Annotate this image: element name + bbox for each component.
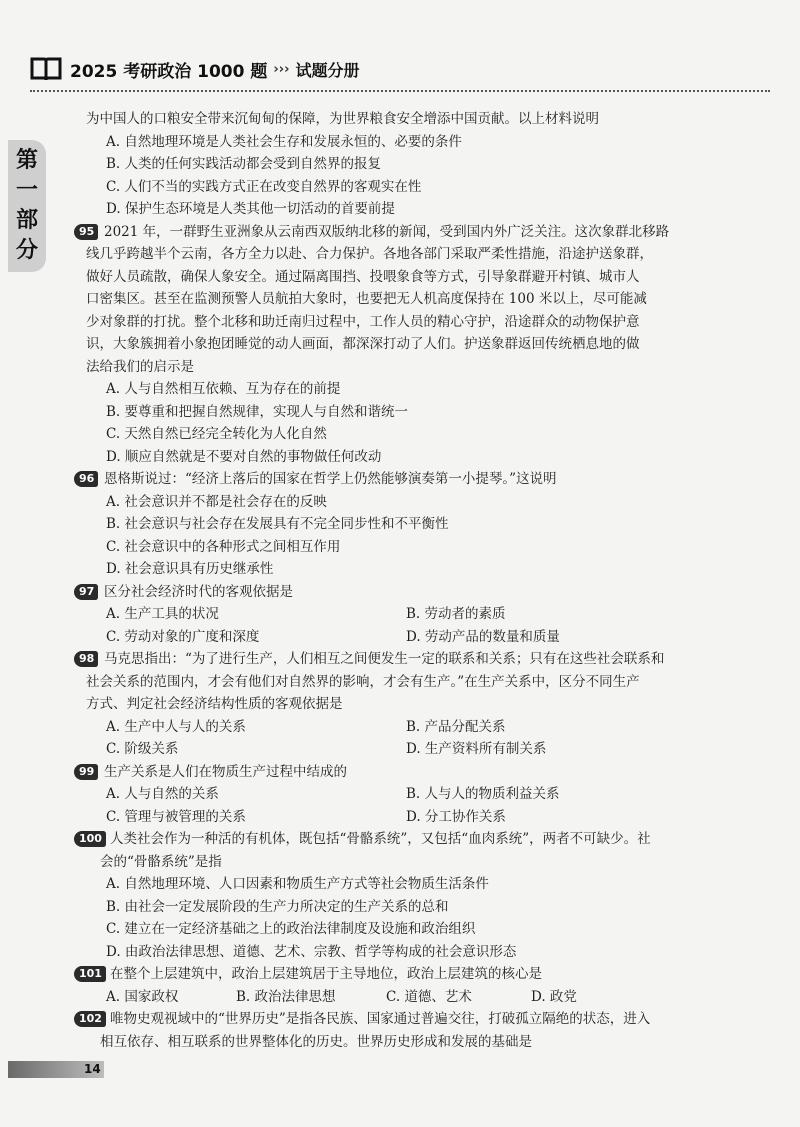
question-101 — [79, 963, 722, 1008]
header-divider — [30, 90, 770, 92]
option-c: C. 社会意识中的各种形式之间相互作用 — [106, 538, 341, 555]
option-a: A. 生产工具的状况 — [106, 606, 219, 622]
question-text: 识，大象簇拥着小象抱团睡觉的动人画面，都深深打动了人们。护送象群返回传统栖息地的做 — [86, 336, 640, 352]
question-number-badge: 100 — [74, 831, 106, 847]
question-number-badge: 98 — [74, 651, 98, 667]
option-a: A. 自然地理环境、人口因素和物质生产方式等社会物质生活条件 — [106, 876, 489, 892]
question-96 — [79, 468, 722, 581]
question-text: 会的“骨骼系统”是指 — [100, 853, 222, 870]
option-b: B. 社会意识与社会存在发展具有不完全同步性和不平衡性 — [106, 516, 449, 532]
question-102 — [79, 1008, 722, 1053]
question-text: 方式、判定社会经济结构性质的客观依据是 — [86, 696, 343, 712]
question-text: 口密集区。甚至在监测预警人员航拍大象时，也要把无人机高度保持在 100 米以上，尽可能减 — [86, 291, 647, 307]
question-text: 线几乎跨越半个云南，各方全力以赴、合力保护。各地各部门采取严柔性措施，沿途护送象群， — [86, 246, 653, 262]
option-a: A. 人与自然相互依赖、互为存在的前提 — [106, 381, 341, 397]
question-95 — [79, 221, 722, 469]
question-text: 少对象群的打扰。整个北移和助迁南归过程中，工作人员的精心守护，沿途群众的动物保护意 — [86, 313, 640, 330]
option-b: B. 由社会一定发展阶段的生产力所决定的生产关系的总和 — [106, 898, 449, 915]
option-b: B. 劳动者的素质 — [406, 606, 506, 622]
question-text: 在整个上层建筑中，政治上层建筑居于主导地位，政治上层建筑的核心是 — [110, 966, 542, 982]
option-d: D. 保护生态环境是人类其他一切活动的首要前提 — [106, 201, 395, 217]
option-b: B. 人与人的物质利益关系 — [406, 786, 560, 802]
page-number: 14 — [84, 1062, 101, 1076]
question-text: 人类社会作为一种活的有机体，既包括“骨骼系统”，又包括“血肉系统”，两者不可缺少。社 — [110, 831, 651, 847]
question-number-badge: 102 — [74, 1011, 106, 1027]
option-c: C. 阶级关系 — [106, 741, 179, 757]
option-a: A. 生产中人与人的关系 — [106, 718, 246, 735]
question-text: 生产关系是人们在物质生产过程中结成的 — [104, 763, 347, 780]
question-text: 做好人员疏散，确保人象安全。通过隔离围挡、投喂象食等方式，引导象群避开村镇、城市人 — [86, 268, 640, 285]
option-d: D. 社会意识具有历史继承性 — [106, 561, 274, 577]
option-c: C. 天然自然已经完全转化为人化自然 — [106, 426, 327, 442]
book-title: 2025 考研政治 1000 题 — [70, 61, 268, 82]
option-a: A. 国家政权 — [106, 988, 179, 1005]
option-d: D. 由政治法律思想、道德、艺术、宗教、哲学等构成的社会意识形态 — [106, 943, 517, 960]
option-d: D. 顺应自然就是不要对自然的事物做任何改动 — [106, 448, 382, 465]
question-text: 社会关系的范围内，才会有他们对自然界的影响，才会有生产。”在生产关系中，区分不同生产 — [86, 673, 640, 690]
option-a: A. 社会意识并不都是社会存在的反映 — [106, 493, 327, 510]
question-97 — [79, 581, 722, 649]
part-side-tab — [8, 140, 46, 272]
option-c: C. 建立在一定经济基础之上的政治法律制度及设施和政治组织 — [106, 921, 476, 937]
header-arrows: ››› — [273, 61, 290, 77]
question-94-continued — [86, 108, 722, 221]
option-c: C. 道德、艺术 — [386, 988, 472, 1005]
option-b: B. 人类的任何实践活动都会受到自然界的报复 — [106, 156, 382, 172]
option-d: D. 生产资料所有制关系 — [406, 741, 547, 757]
option-d: D. 分工协作关系 — [406, 808, 506, 825]
question-text: 为中国人的口粮安全带来沉甸甸的保障，为世界粮食安全增添中国贡献。以上材料说明 — [86, 111, 599, 127]
option-a: A. 自然地理环境是人类社会生存和发展永恒的、必要的条件 — [106, 133, 462, 150]
question-text: 恩格斯说过：“经济上落后的国家在哲学上仍然能够演奏第一小提琴。”这说明 — [104, 471, 557, 487]
option-b: B. 要尊重和把握自然规律，实现人与自然和谐统一 — [106, 403, 409, 420]
option-b: B. 政治法律思想 — [236, 988, 336, 1005]
side-tab-char: 第 — [15, 148, 38, 173]
option-b: B. 产品分配关系 — [406, 718, 506, 735]
side-tab-char: 分 — [15, 238, 38, 263]
question-text: 相互依存、相互联系的世界整体化的历史。世界历史形成和发展的基础是 — [100, 1033, 532, 1050]
question-98 — [79, 648, 722, 761]
question-text: 2021 年，一群野生亚洲象从云南西双版纳北移的新闻，受到国内外广泛关注。这次象群北移路 — [104, 223, 670, 240]
question-text: 区分社会经济时代的客观依据是 — [104, 583, 293, 600]
option-c: C. 人们不当的实践方式正在改变自然界的客观实在性 — [106, 178, 422, 195]
side-tab-char: 一 — [15, 178, 38, 203]
question-100 — [79, 828, 722, 963]
question-number-badge: 97 — [74, 584, 98, 600]
option-c: C. 劳动对象的广度和深度 — [106, 628, 260, 645]
question-number-badge: 95 — [74, 224, 98, 240]
option-d: D. 政党 — [531, 988, 577, 1005]
question-content — [79, 108, 722, 1053]
page-header — [30, 52, 770, 86]
question-text: 唯物史观视域中的“世界历史”是指各民族、国家通过普遍交往，打破孤立隔绝的状态，进入 — [110, 1011, 651, 1027]
question-99 — [79, 761, 722, 829]
question-number-badge: 99 — [74, 764, 98, 780]
question-text: 法给我们的启示是 — [86, 358, 194, 375]
question-text: 马克思指出：“为了进行生产，人们相互之间便发生一定的联系和关系；只有在这些社会联系和 — [104, 651, 665, 667]
question-number-badge: 101 — [74, 966, 106, 982]
book-subtitle: 试题分册 — [295, 60, 360, 80]
option-a: A. 人与自然的关系 — [106, 786, 219, 802]
question-number-badge: 96 — [74, 471, 98, 487]
option-d: D. 劳动产品的数量和质量 — [406, 628, 560, 645]
option-c: C. 管理与被管理的关系 — [106, 808, 246, 825]
side-tab-char: 部 — [15, 208, 38, 233]
book-icon — [30, 56, 62, 82]
